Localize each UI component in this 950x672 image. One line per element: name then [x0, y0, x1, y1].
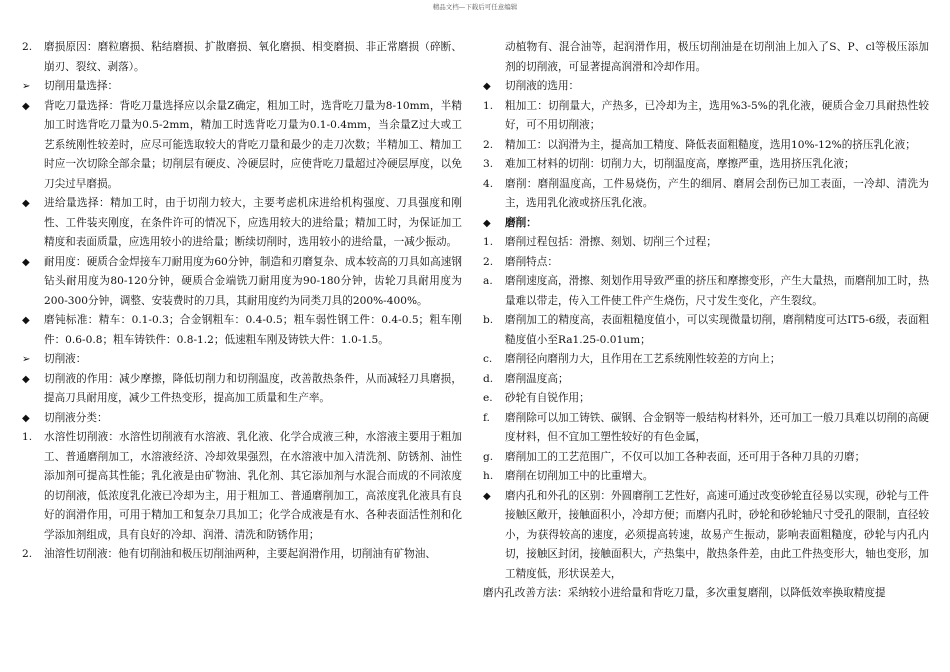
- paragraph-item: [483, 370, 929, 390]
- paragraph-item: [483, 272, 929, 311]
- left-column: [22, 38, 462, 565]
- paragraph-text: 磨削加工的工艺范围广，不仅可以加工各种表面，还可用于各种刀具的刃磨；: [505, 450, 866, 463]
- diamond-bullet-icon: ◆: [483, 217, 491, 229]
- diamond-bullet-icon: ◆: [22, 315, 30, 326]
- arrow-bullet-icon: ➢: [22, 81, 31, 92]
- list-number: 1.: [483, 236, 494, 248]
- paragraph-item: [483, 175, 929, 214]
- paragraph-item: [483, 409, 929, 448]
- paragraph-text: 背吃刀量选择：背吃刀量选择应以余量Z确定，粗加工时，选背吃刀量为8-10mm，半精加工时选背吃刀量为0.5-2mm，精加工时选背吃刀量为0.1-0.4mm，当余量Z过大或工艺系统刚性较差时，应尽可能选取较大的背吃刀量和最少的走刀次数；半精加工、精加工时应一次切除全部余量；切削层有硬皮、冷硬层时，应使背吃刀量超过冷硬层厚度，以免刀尖过早磨损。: [44, 99, 462, 190]
- list-number: h.: [483, 470, 494, 482]
- diamond-bullet-icon: ◆: [22, 412, 30, 424]
- paragraph-text: 切削液：: [44, 353, 87, 365]
- paragraph-item: [483, 253, 929, 273]
- paragraph-item: [483, 448, 929, 468]
- diamond-bullet-icon: ◆: [483, 490, 491, 502]
- paragraph-item: [22, 77, 462, 97]
- paragraph-text: 切削液分类：: [44, 411, 108, 424]
- arrow-bullet-icon: ➢: [22, 354, 31, 365]
- paragraph-text: 磨削在切削加工中的比重增大。: [505, 470, 654, 482]
- paragraph-text: 磨削过程包括：滑擦、刻划、切削三个过程；: [505, 236, 717, 248]
- paragraph-item: [483, 77, 929, 97]
- paragraph-item: [22, 428, 462, 545]
- paragraph-item: [483, 233, 929, 253]
- paragraph-item: [483, 311, 929, 350]
- paragraph-text: 磨削除可以加工铸铁、碳钢、合金钢等一般结构材料外，还可加工一般刀具难以切削的高硬度材料，但不宜加工塑性较好的有色金属，: [505, 411, 929, 443]
- paragraph-text: 磨削：: [505, 216, 537, 229]
- paragraph-item: [483, 350, 929, 370]
- list-number: 2.: [483, 138, 494, 151]
- list-number: a.: [483, 275, 493, 287]
- paragraph-item: [22, 38, 462, 77]
- paragraph-item: [483, 214, 929, 234]
- paragraph-item: [483, 389, 929, 409]
- paragraph-text: 粗加工：切削量大，产热多，已冷却为主，选用%3-5%的乳化液，硬质合金刀具耐热性较好，可不用切削液；: [505, 99, 929, 131]
- paragraph-text: 磨削径向磨削力大，且作用在工艺系统刚性较差的方向上；: [505, 353, 781, 365]
- paragraph-text: 磨削温度高；: [505, 372, 569, 385]
- list-number: 2.: [483, 255, 494, 268]
- paragraph-text: 切削液的选用：: [505, 80, 580, 92]
- paragraph-item: [22, 545, 462, 565]
- list-number: 4.: [483, 177, 494, 190]
- paragraph-text: 难加工材料的切削：切削力大，切削温度高，摩擦严重，选用挤压乳化液；: [505, 158, 855, 170]
- paragraph-text: 水溶性切削液：水溶性切削液有水溶液、乳化液、化学合成液三种，水溶液主要用于粗加工、普通磨削加工，水溶液经济、冷却效果强烈，在水溶液中加入清洗剂、防锈剂、油性添加剂可提高其性能；乳化液是由矿物油、乳化剂、其它添加剂与水混合而成的不同浓度的切削液，低浓度乳化液已冷却为主，用于粗加工、普通磨削加工，高浓度乳化液具有良好的润滑作用，可用于精加工和复杂刀具加工；化学合成液是有水、各种表面活性剂和化学添加剂组成，具有良好的冷却、润滑、清洗和防锈作用；: [44, 431, 462, 541]
- list-number: 2.: [22, 41, 33, 53]
- list-number: c.: [483, 353, 493, 365]
- paragraph-item: [22, 311, 462, 350]
- paragraph-item: [22, 409, 462, 429]
- list-number: b.: [483, 314, 494, 326]
- paragraph-text: 磨损原因：磨粒磨损、粘结磨损、扩散磨损、氧化磨损、相变磨损、非正常磨损（碎断、崩刃、裂纹、剥落）。: [44, 41, 462, 73]
- diamond-bullet-icon: ◆: [22, 256, 30, 268]
- paragraph-item: [483, 136, 929, 156]
- diamond-bullet-icon: ◆: [22, 198, 30, 209]
- paragraph-item: [22, 194, 462, 253]
- paragraph-text: 磨削速度高，滑擦、刻划作用导致严重的挤压和摩擦变形，产生大量热，而磨削加工时，热量难以带走，传入工件使工件产生烧伤，尺寸发生变化，产生裂纹。: [505, 275, 929, 307]
- paragraph-item: [22, 97, 462, 195]
- paragraph-item: [483, 584, 929, 604]
- paragraph-text: 切削用量选择：: [44, 80, 119, 92]
- list-number: 2.: [22, 548, 33, 560]
- diamond-bullet-icon: ◆: [483, 81, 491, 92]
- paragraph-text: 砂轮有自锐作用；: [505, 392, 590, 404]
- paragraph-text: 磨钝标准：精车：0.1-0.3；合金钢粗车：0.4-0.5；粗车弱性钢工件：0.4-0.5；粗车刚件：0.6-0.8；粗车铸铁件：0.8-1.2；低速粗车刚及铸铁大件：1.0-1.5。: [44, 314, 462, 346]
- paragraph-item: [22, 253, 462, 312]
- paragraph-text: 磨削特点：: [505, 255, 558, 268]
- diamond-bullet-icon: ◆: [22, 100, 30, 112]
- right-column: [483, 38, 929, 604]
- paragraph-text: 磨内孔和外孔的区别：外圆磨削工艺性好，高速可通过改变砂轮直径易以实现，砂轮与工件接触区敞开，接触面积小，冷却方便；而磨内孔时，砂轮和砂轮轴尺寸受孔的限制，直径较小，为获得较高的速度，必须提高转速，故易产生振动，影响表面粗糙度，砂轮与内孔内切，接触区封闭，接触面积大，产热集中，散热条件差，由此工件热变形大，轴也变形，加工精度低，形状误差大，: [505, 489, 929, 580]
- list-number: d.: [483, 372, 494, 385]
- paragraph-item: [483, 155, 929, 175]
- list-number: g.: [483, 450, 494, 463]
- paragraph-text: 磨内孔改善方法：采纳较小进给量和背吃刀量，多次重复磨削，以降低效率换取精度提: [483, 587, 886, 599]
- paragraph-text: 油溶性切削液：他有切削油和极压切削油两种，主要起润滑作用，切削油有矿物油、: [44, 548, 436, 560]
- paragraph-text: 动植物有、混合油等，起润滑作用，极压切削油是在切削油上加入了S、P、cl等极压添加剂的切削液，可显著提高润滑和冷却作用。: [505, 41, 929, 73]
- paragraph-text: 耐用度：硬质合金焊接车刀耐用度为60分钟，制造和刃磨复杂、成本较高的刀具如高速钢钻头耐用度为80-120分钟，硬质合金端铣刀耐用度为90-180分钟，齿轮刀具耐用度为200-300分钟，调整、安装费时的刀具，其耐用度约为同类刀具的200%-400%。: [44, 255, 462, 307]
- paragraph-item: [483, 467, 929, 487]
- list-number: e.: [483, 392, 493, 404]
- paragraph-item: [22, 350, 462, 370]
- paragraph-text: 磨削：磨削温度高，工件易烧伤，产生的细屑、磨屑会刮伤已加工表面，一冷却、清洗为主，选用乳化液或挤压乳化液。: [505, 177, 929, 209]
- list-number: 3.: [483, 158, 494, 170]
- paragraph-item: [22, 370, 462, 409]
- list-number: 1.: [483, 99, 494, 112]
- page-header: 精品文档—下载后可任意编辑: [432, 3, 518, 11]
- paragraph-item: [483, 97, 929, 136]
- paragraph-text: 精加工：以润滑为主，提高加工精度、降低表面粗糙度，选用10%-12%的挤压乳化液；: [505, 138, 916, 151]
- paragraph-text: 进给量选择：精加工时，由于切削力较大，主要考虑机床进给机构强度、刀具强度和刚性、工件装夹刚度，在条件许可的情况下，应选用较大的进给量；精加工时，为保证加工精度和表面质量，应选用较小的进给量；断续切削时，选用较小的进给量，一减少振动。: [44, 197, 462, 248]
- list-number: 1.: [22, 431, 33, 443]
- diamond-bullet-icon: ◆: [22, 373, 30, 385]
- paragraph-item: [483, 38, 929, 77]
- paragraph-text: 切削液的作用：减少摩擦，降低切削力和切削温度，改善散热条件，从而减轻刀具磨损，提高刀具耐用度，减少工件热变形，提高加工质量和生产率。: [44, 372, 462, 404]
- paragraph-text: 磨削加工的精度高，表面粗糙度值小，可以实现微量切削，磨削精度可达IT5-6级，表面粗糙度值小至Ra1.25-0.01um；: [505, 314, 929, 346]
- paragraph-item: [483, 487, 929, 585]
- list-number: f.: [483, 411, 490, 424]
